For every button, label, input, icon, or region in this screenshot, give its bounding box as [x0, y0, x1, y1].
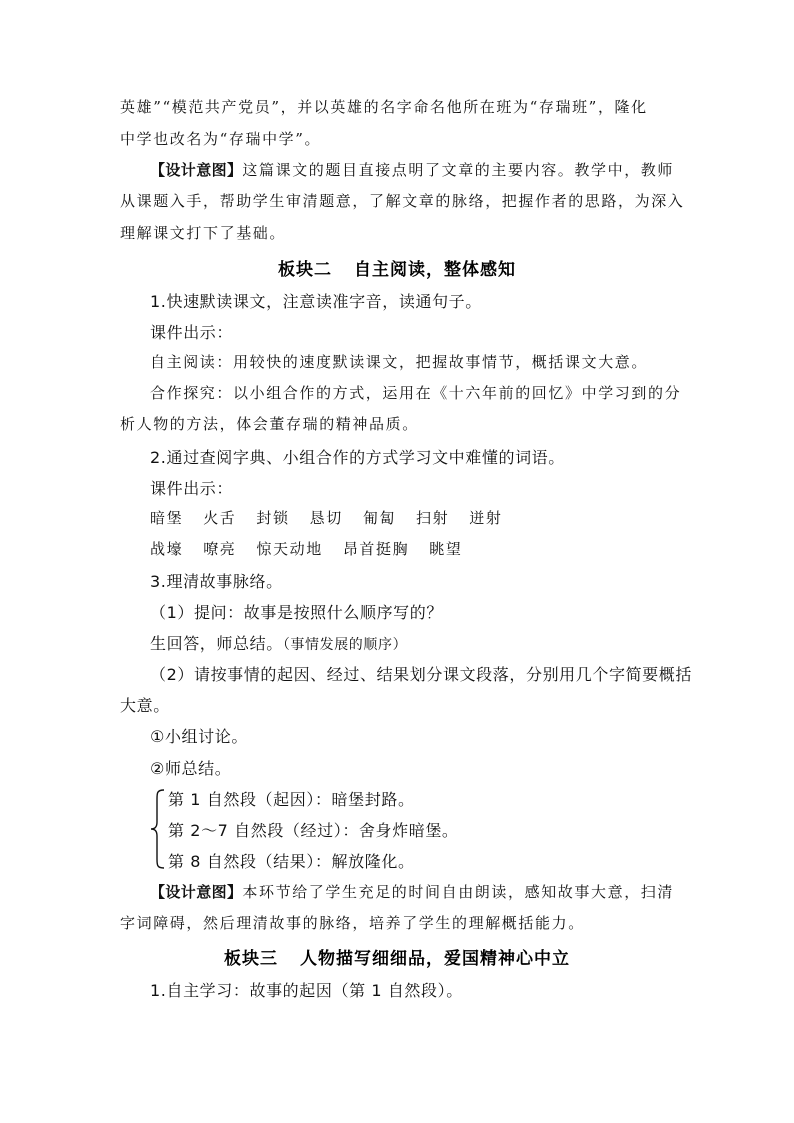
part-beginning: 第 1 自然段（起因）：暗堡封路。 — [168, 790, 415, 809]
section-2-item-1: 1.快速默读课文，注意读准字音，读通句子。 — [150, 292, 482, 311]
cooperative-task-line-1: 合作探究：以小组合作的方式，运用在《十六年前的回忆》中学习到的分 — [150, 384, 682, 402]
design-intent-2-line-2: 字词障碍，然后理清故事的脉络，培养了学生的理解概括能力。 — [120, 914, 585, 932]
design-intent-label: 【设计意图】 — [150, 883, 243, 901]
part-development: 第 2～7 自然段（经过）：舍身炸暗堡。 — [168, 821, 459, 840]
vocab-word: 扫射 — [416, 509, 450, 527]
intro-line-2: 中学也改名为“存瑞中学”。 — [120, 130, 322, 148]
design-intent-text: 本环节给了学生充足的时间自由朗读，感知故事大意，扫清 — [242, 883, 675, 901]
part-result: 第 8 自然段（结果）：解放隆化。 — [168, 852, 415, 871]
design-intent-1-line-1 — [150, 159, 674, 180]
design-intent-1-line-3: 理解课文打下了基础。 — [120, 224, 287, 242]
section-3-label: 板块三 — [224, 949, 278, 969]
step-teacher-summary: ②师总结。 — [150, 759, 232, 778]
question-1: （1）提问：故事是按照什么顺序写的？ — [150, 603, 443, 622]
cooperative-task-line-2: 析人物的方法，体会董存瑞的精神品质。 — [120, 415, 419, 433]
section-2-title: 自主阅读，整体感知 — [354, 260, 516, 280]
vocab-word: 战壕 — [150, 540, 184, 558]
courseware-label-1: 课件出示： — [150, 323, 234, 342]
vocab-word: 暗堡 — [150, 509, 184, 527]
section-3-title: 人物描写细细品，爱国精神心中立 — [300, 949, 570, 969]
section-3-item-1: 1.自主学习：故事的起因（第 1 自然段）。 — [150, 981, 463, 1000]
self-reading-task: 自主阅读：用较快的速度默读课文，把握故事情节，概括课文大意。 — [150, 353, 649, 371]
answer-text: 生回答，师总结。 — [150, 634, 283, 653]
design-intent-label: 【设计意图】 — [150, 161, 243, 179]
vocab-word: 迸射 — [469, 509, 503, 527]
section-2-label: 板块二 — [278, 260, 332, 280]
courseware-label-2: 课件出示： — [150, 479, 234, 498]
step-group-discussion: ①小组讨论。 — [150, 727, 248, 746]
vocab-word: 眺望 — [429, 540, 463, 558]
vocab-row-1 — [150, 507, 522, 528]
design-intent-text: 这篇课文的题目直接点明了文章的主要内容。教学中，教师 — [242, 161, 675, 179]
question-2-line-1: （2）请按事情的起因、经过、结果划分课文段落，分别用几个字简要概括 — [150, 665, 692, 684]
vocab-word: 匍匐 — [362, 509, 397, 527]
vocab-word: 火舌 — [203, 509, 237, 527]
brace-icon — [150, 789, 166, 869]
section-3-heading — [0, 944, 794, 969]
question-2-line-2: 大意。 — [120, 696, 170, 715]
design-intent-1-line-2: 从课题入手，帮助学生审清题意，了解文章的脉络，把握作者的思路，为深入 — [120, 192, 685, 210]
design-intent-2-line-1 — [150, 881, 674, 902]
answer-line — [150, 631, 407, 654]
intro-line-1: 英雄”“模范共产党员”，并以英雄的名字命名他所在班为“存瑞班”，隆化 — [120, 98, 648, 116]
section-2-heading — [0, 255, 794, 280]
vocab-word: 昂首挺胸 — [342, 540, 410, 558]
vocab-word: 惊天动地 — [256, 540, 323, 558]
vocab-row-2 — [150, 538, 482, 559]
vocab-word: 恳切 — [309, 509, 343, 527]
answer-note: （事情发展的顺序） — [282, 637, 408, 653]
section-2-item-2: 2.通过查阅字典、小组合作的方式学习文中难懂的词语。 — [150, 448, 565, 467]
vocab-word: 封锁 — [256, 509, 290, 527]
section-2-item-3: 3.理清故事脉络。 — [150, 572, 283, 591]
vocab-word: 嘹亮 — [203, 540, 237, 558]
